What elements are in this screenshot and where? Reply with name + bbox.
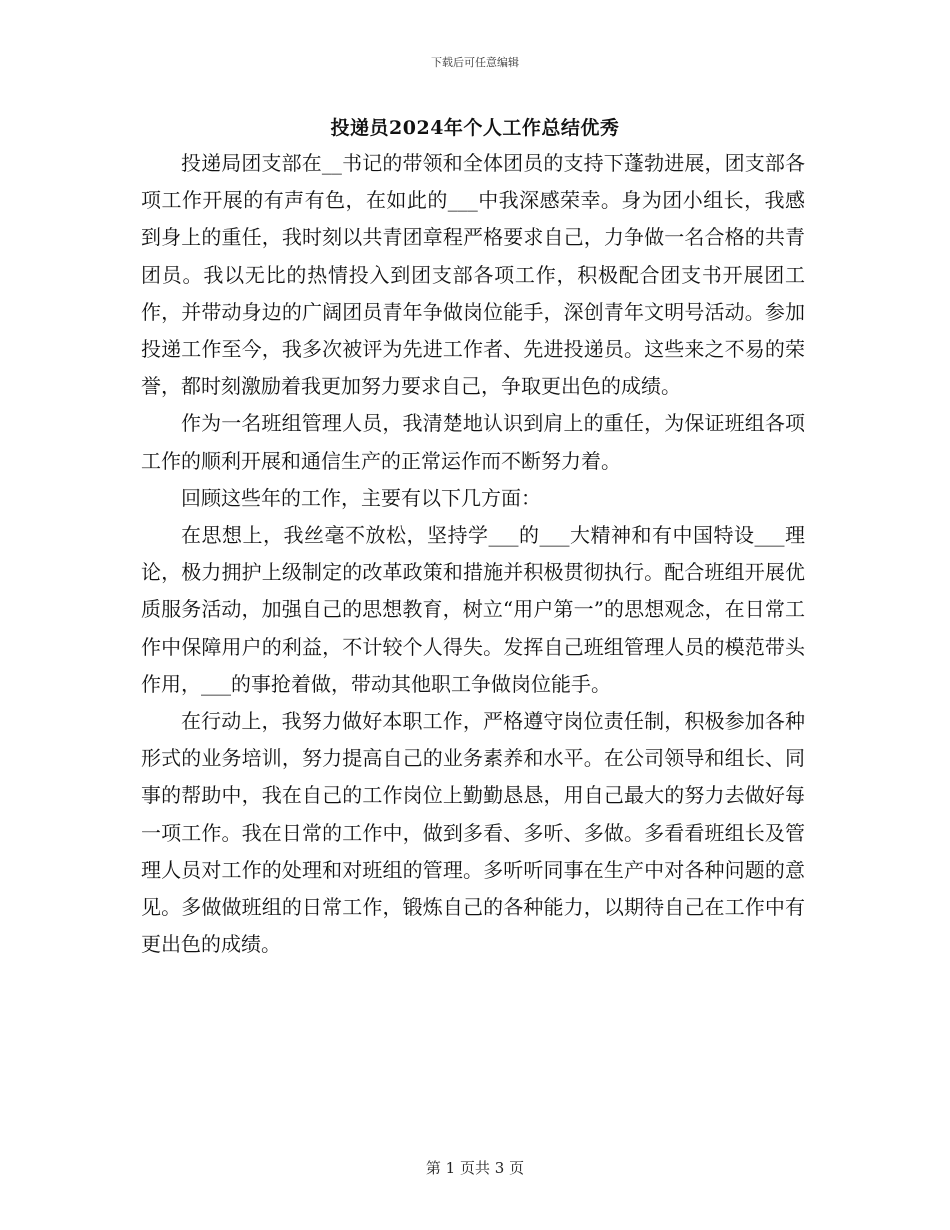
header-note: 下载后可任意编辑: [431, 56, 519, 69]
paragraph-1: 投递局团支部在__书记的带领和全体团员的支持下蓬勃进展，团支部各项工作开展的有声有色，在如此的___中我深感荣幸。身为团小组长，我感到身上的重任，我时刻以共青团章程严格要求自己，力争做一名合格的共青团员。我以无比的热情投入到团支部各项工作，积极配合团支书开展团工作，并带动身边的广阔团员青年争做岗位能手，深创青年文明号活动。参加投递工作至今，我多次被评为先进工作者、先进投递员。这些来之不易的荣誉，都时刻激励着我更加努力要求自己，争取更出色的成绩。: [141, 151, 805, 399]
paragraph-4: 在思想上，我丝毫不放松，坚持学___的___大精神和有中国特设___理论，极力拥护上级制定的改革政策和措施并积极贯彻执行。配合班组开展优质服务活动，加强自己的思想教育，树立“用户第一”的思想观念，在日常工作中保障用户的利益，不计较个人得失。发挥自己班组管理人员的模范带头作用，___的事抢着做，带动其他职工争做岗位能手。: [141, 523, 805, 696]
paragraph-5: 在行动上，我努力做好本职工作，严格遵守岗位责任制，积极参加各种形式的业务培训，努力提高自己的业务素养和水平。在公司领导和组长、同事的帮助中，我在自己的工作岗位上勤勤恳恳，用自己最大的努力去做好每一项工作。我在日常的工作中，做到多看、多听、多做。多看看班组长及管理人员对工作的处理和对班组的管理。多听听同事在生产中对各种问题的意见。多做做班组的日常工作，锻炼自己的各种能力，以期待自己在工作中有更出色的成绩。: [141, 709, 805, 957]
paragraph-3: 回顾这些年的工作，主要有以下几方面：: [181, 485, 541, 510]
paragraph-2: 作为一名班组管理人员，我清楚地认识到肩上的重任，为保证班组各项工作的顺利开展和通信生产的正常运作而不断努力着。: [141, 411, 805, 473]
document-title: 投递员2024年个人工作总结优秀: [330, 117, 620, 139]
page-number: 第 1 页共 3 页: [425, 1159, 525, 1177]
document-body: [141, 145, 805, 963]
